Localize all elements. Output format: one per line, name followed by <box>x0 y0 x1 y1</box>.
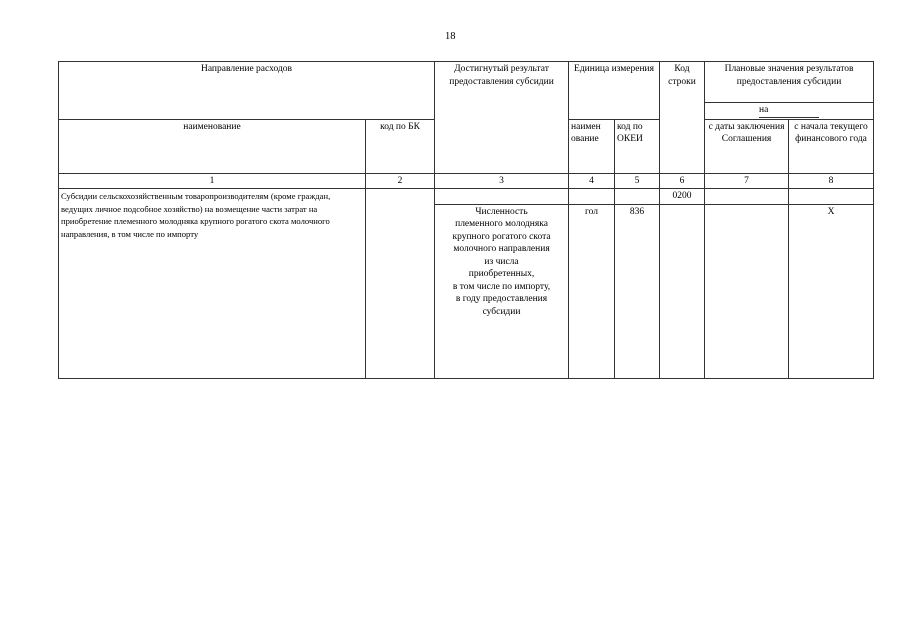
row-result-indicator <box>435 204 569 378</box>
row-line-code: 0200 <box>660 189 705 205</box>
row-empty-cell <box>789 189 874 205</box>
column-number: 4 <box>569 173 615 189</box>
row-from-year-start: X <box>789 204 874 378</box>
header-achieved-result: Достигнутый результат предоставления субсидии <box>435 62 569 174</box>
header-planned-values: Плановые значения результатов предоставления субсидии <box>705 62 874 103</box>
column-number: 8 <box>789 173 874 189</box>
header-on-date <box>705 103 874 120</box>
result-line: Численность <box>475 206 528 217</box>
header-unit: Единица измерения <box>569 62 660 120</box>
row-empty-cell <box>569 189 615 205</box>
result-line: субсидии <box>482 306 521 317</box>
row-unit-name: гол <box>569 204 615 378</box>
result-line: молочного направления <box>453 244 550 254</box>
row-description: Субсидии сельскохозяйственным товаропроизводителям (кроме граждан, ведущих личное подсобное хозяйство) на возмещение части затрат на приобретение племенного молодняка крупного рогатого скота молочного направления, в том числе по импорту <box>59 189 366 379</box>
column-number: 5 <box>615 173 660 189</box>
subsidy-results-table <box>58 61 874 379</box>
result-line: в году предоставления <box>455 294 548 304</box>
row-empty-cell <box>615 189 660 205</box>
header-okei-code: код по ОКЕИ <box>615 119 660 173</box>
column-number: 1 <box>59 173 366 189</box>
result-line: приобретенных, <box>468 269 535 279</box>
result-line: крупного рогатого скота <box>452 231 551 242</box>
row-okei-code: 836 <box>615 204 660 378</box>
result-line: в том числе по импорту, <box>452 281 551 292</box>
page-number: 18 <box>445 31 456 42</box>
column-number: 2 <box>366 173 435 189</box>
header-from-year-start: с начала текущего финансового года <box>789 119 874 173</box>
result-line: племенного молодняка <box>455 219 548 229</box>
header-line-code: Код строки <box>660 62 705 174</box>
row-empty-cell <box>705 189 789 205</box>
column-number: 3 <box>435 173 569 189</box>
header-expense-direction: Направление расходов <box>59 62 435 120</box>
row-bk-code <box>366 189 435 379</box>
header-name: наименование <box>59 119 366 173</box>
header-from-agreement: с даты заключения Соглашения <box>705 119 789 173</box>
row-empty-cell <box>435 189 569 205</box>
result-line: из числа <box>484 256 519 267</box>
column-number: 7 <box>705 173 789 189</box>
header-bk-code: код по БК <box>366 119 435 173</box>
row-from-agreement <box>705 204 789 378</box>
header-unit-name: наимен ование <box>569 119 615 173</box>
on-date-label: на <box>759 104 819 118</box>
column-number: 6 <box>660 173 705 189</box>
row-line-code-cont <box>660 204 705 378</box>
